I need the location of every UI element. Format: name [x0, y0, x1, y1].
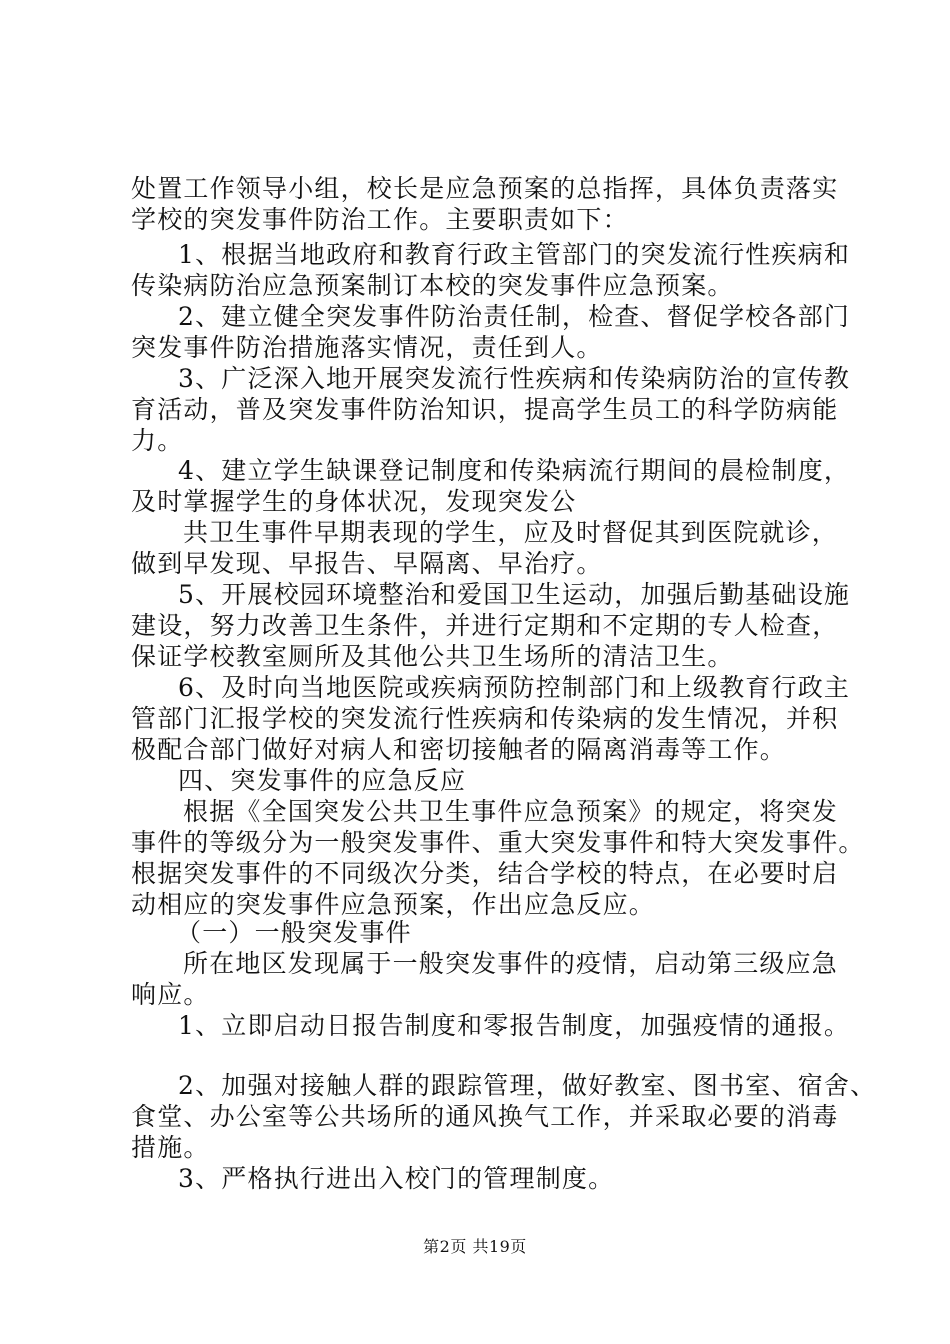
text-line: 建设，努力改善卫生条件，并进行定期和不定期的专人检查，	[131, 611, 839, 640]
text-line: 处置工作领导小组，校长是应急预案的总指挥，具体负责落实	[131, 174, 839, 203]
text-line: 极配合部门做好对病人和密切接触者的隔离消毒等工作。	[131, 735, 787, 764]
text-line: 力。	[131, 426, 184, 455]
text-line: 共卫生事件早期表现的学生，应及时督促其到医院就诊，	[183, 518, 839, 547]
text-line: 1、立即启动日报告制度和零报告制度，加强疫情的通报。	[178, 1011, 851, 1040]
text-line: 2、建立健全突发事件防治责任制，检查、督促学校各部门	[178, 302, 851, 331]
text-line: 做到早发现、早报告、早隔离、早治疗。	[131, 549, 603, 578]
page-footer: 第2页 共19页	[423, 1237, 527, 1256]
text-line: 及时掌握学生的身体状况，发现突发公	[131, 487, 577, 516]
section-heading: 四、突发事件的应急反应	[178, 766, 467, 795]
text-line: 所在地区发现属于一般突发事件的疫情，启动第三级应急	[183, 949, 839, 978]
text-line: 6、及时向当地医院或疾病预防控制部门和上级教育行政主	[178, 673, 851, 702]
text-line: 3、广泛深入地开展突发流行性疾病和传染病防治的宣传教	[178, 364, 851, 393]
text-line: 学校的突发事件防治工作。主要职责如下：	[131, 205, 629, 234]
text-line: 根据《全国突发公共卫生事件应急预案》的规定，将突发	[183, 797, 839, 826]
text-line: 保证学校教室厕所及其他公共卫生场所的清洁卫生。	[131, 642, 734, 671]
subsection-heading: （一）一般突发事件	[176, 918, 412, 947]
text-line: 育活动，普及突发事件防治知识，提高学生员工的科学防病能	[131, 395, 839, 424]
text-line: 2、加强对接触人群的跟踪管理，做好教室、图书室、宿舍、	[178, 1071, 877, 1100]
text-line: 管部门汇报学校的突发流行性疾病和传染病的发生情况，并积	[131, 704, 839, 733]
text-line: 响应。	[131, 980, 210, 1009]
text-line: 3、严格执行进出入校门的管理制度。	[178, 1164, 615, 1193]
text-line: 事件的等级分为一般突发事件、重大突发事件和特大突发事件。	[131, 828, 865, 857]
text-line: 根据突发事件的不同级次分类，结合学校的特点，在必要时启	[131, 859, 839, 888]
text-line: 传染病防治应急预案制订本校的突发事件应急预案。	[131, 271, 734, 300]
text-line: 4、建立学生缺课登记制度和传染病流行期间的晨检制度，	[178, 456, 851, 485]
text-line: 5、开展校园环境整治和爱国卫生运动，加强后勤基础设施	[178, 580, 851, 609]
text-line: 措施。	[131, 1133, 210, 1162]
text-line: 1、根据当地政府和教育行政主管部门的突发流行性疾病和	[178, 240, 851, 269]
text-line: 动相应的突发事件应急预案，作出应急反应。	[131, 890, 656, 919]
text-line: 食堂、办公室等公共场所的通风换气工作，并采取必要的消毒	[131, 1102, 839, 1131]
text-line: 突发事件防治措施落实情况，责任到人。	[131, 333, 603, 362]
